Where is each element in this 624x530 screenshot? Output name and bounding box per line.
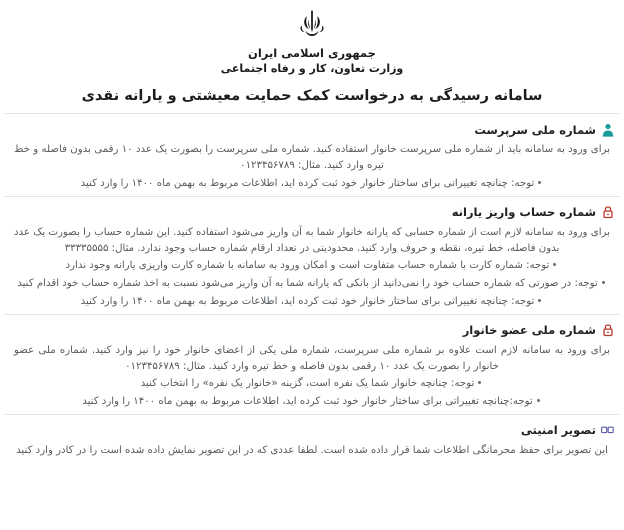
- bullet-dot: [602, 281, 605, 284]
- captcha-icon: [601, 423, 614, 438]
- list-item: [14, 258, 610, 276]
- section-title: تصویر امنیتی: [520, 423, 596, 438]
- section-header: [8, 203, 616, 223]
- bullet-text: توجه: در صورتی که شماره حساب خود را نمی‌دانید از بانکی که یارانه شما به آن واریز می‌شود نسبت به اخذ شماره حساب خود اقدام کنید: [17, 278, 598, 290]
- bullet-text: توجه: چنانچه تغییراتی برای ساختار خانوار خود ثبت کرده اید، اطلاعات مربوط به بهمن ماه ۱۴۰۰ را وارد کنید: [80, 295, 535, 307]
- section-member-national-id: [0, 315, 624, 414]
- section-paragraph: برای ورود به سامانه باید از شماره ملی سرپرست خانوار استفاده کنید. شماره ملی سرپرست را بصورت یک عدد ۱۰ رقمی بدون فاصله و خط تیره وارد کنید. مثال: ۰۱۲۳۴۵۶۷۸۹: [14, 144, 610, 172]
- person-icon: [601, 122, 614, 137]
- list-item: [14, 294, 610, 312]
- list-item: [14, 376, 610, 394]
- list-item: [14, 176, 610, 194]
- section-header: [8, 321, 616, 341]
- bullet-dot: [478, 381, 481, 384]
- lock-icon: [601, 205, 614, 220]
- section-captcha: [0, 415, 624, 463]
- list-item: [14, 276, 610, 294]
- section-national-id: [0, 114, 624, 195]
- section-paragraph: برای ورود به سامانه لازم است علاوه بر شماره ملی سرپرست، شماره ملی یکی از اعضای خانوار خود را نیز وارد کنید. شماره ملی عضو خانوار را بصورت یک عدد ۱۰ رقمی بدون فاصله و خط تیره وارد کنید. مثال: ۰۱۲۳۴۵۶۷۸۹: [14, 344, 610, 372]
- bullet-text: توجه:چنانچه تغییراتی برای ساختار خانوار خود ثبت کرده اید، اطلاعات مربوط به بهمن ماه ۱۴۰۰ را وارد کنید: [82, 396, 533, 408]
- bullet-text: توجه: چنانچه تغییراتی برای ساختار خانوار خود ثبت کرده اید، اطلاعات مربوط به بهمن ماه ۱۴۰۰ را وارد کنید: [80, 177, 535, 189]
- section-bullets: [14, 376, 610, 412]
- section-subsidy-account: [0, 197, 624, 314]
- section-bullets: [14, 258, 610, 311]
- section-title: شماره ملی سرپرست: [474, 122, 596, 137]
- bullet-dot: [538, 299, 541, 302]
- section-body: [8, 140, 616, 193]
- ministry-name: وزارت تعاون، کار و رفاه اجتماعی: [220, 61, 404, 75]
- section-body: [8, 341, 616, 412]
- bullet-dot: [538, 181, 541, 184]
- bullet-text: توجه: چنانچه خانوار شما یک نفره است، گزینه «خانوار یک نفره» را انتخاب کنید: [140, 378, 475, 390]
- ministry-lines: [0, 46, 624, 76]
- section-body: [8, 223, 616, 312]
- page-header: [0, 0, 624, 76]
- list-item: [14, 394, 610, 412]
- lock-icon: [601, 323, 614, 338]
- section-title: شماره حساب واریز یارانه: [451, 205, 596, 220]
- section-title: شماره ملی عضو خانوار: [462, 323, 596, 338]
- page-title: سامانه رسیدگی به درخواست کمک حمایت معیشتی و یارانه نقدی: [81, 88, 543, 105]
- section-paragraph: این تصویر برای حفظ محرمانگی اطلاعات شما قرار داده شده است. لطفا عددی که در این تصویر نمایش داده شده است را در کادر وارد کنید: [16, 444, 608, 456]
- section-header: [8, 120, 616, 140]
- iran-emblem-icon: [295, 8, 329, 44]
- bullet-dot: [553, 263, 556, 266]
- section-body: [8, 441, 616, 459]
- section-bullets: [14, 176, 610, 194]
- section-paragraph: برای ورود به سامانه لازم است از شماره حسابی که یارانه خانوار شما به آن واریز می‌شود استفاده کنید. این شماره حساب را بصورت یک عدد بدون فاصله، خط تیره، نقطه و حروف وارد کنید. محدودیتی در تعداد ارقام شماره حساب وجود ندارد. مثال: ۳۳۳۳۵۵۵۵: [14, 226, 610, 254]
- bullet-text: توجه: شماره کارت با شماره حساب متفاوت است و امکان ورود به سامانه با شماره کارت واریزی یارانه وجود ندارد: [65, 260, 550, 272]
- bullet-dot: [537, 399, 540, 402]
- country-name: جمهوری اسلامی ایران: [248, 46, 376, 60]
- section-header: [8, 421, 616, 441]
